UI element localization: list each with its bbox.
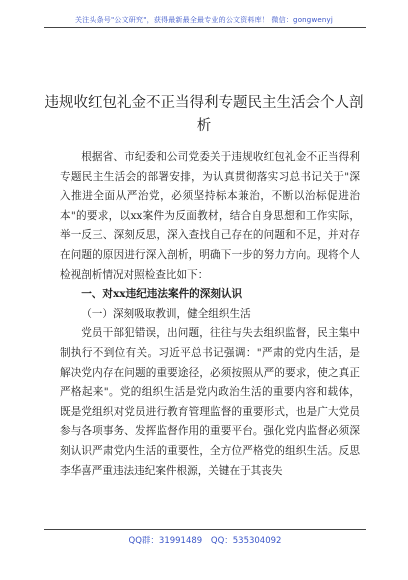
footer-contact	[44, 534, 366, 546]
section-heading: 一、对xx违纪违法案件的深刻认识	[81, 288, 243, 301]
footer-divider	[44, 529, 366, 530]
document-title: 违规收红包礼金不正当得利专题民主生活会个人剖析	[44, 95, 364, 134]
body-paragraph: 党员干部犯错误，出问题，往往与失去组织监督，民主集中制执行不到位有关。习近平总书记强调："严肃的党内生活，是解决党内存在问题的重要途径，必须按照从严的要求，使之真正严格起来"。党的组织生活是党内政治生活的重要内容和载体，既是党组织对党员进行教育管理监督的重要形式，也是广大党员参与各项事务、发挥监督作用的重要平台。强化党内监督必须深刻认识严肃党内生活的重要性，全方位严格党的组织生活。反思李华喜严重违法违纪案件根源，关键在于其丧失	[60, 327, 360, 477]
header-divider	[44, 27, 366, 28]
header-banner: 关注头条号"公文研究"，获得最新最全最专业的公文资料库！ 微信：gongwenyj	[74, 16, 334, 24]
subsection-heading: （一）深刻吸取教训，健全组织生活	[81, 307, 251, 320]
footer-qq-group: QQ群：31991489	[128, 536, 203, 546]
intro-paragraph: 根据省、市纪委和公司党委关于违规收红包礼金不正当得利专题民主生活会的部署安排，为认真贯彻落实习总书记关于"深入推进全面从严治党，必须坚持标本兼治，不断以治标促进治本"的要求，以xx案件为反面教材，结合自身思想和工作实际，举一反三、深刻反思，深入查找自己存在的问题和不足，并对存在问题的原因进行深入剖析，明确下一步的努力方向。现将个人检视剖析情况对照检查比如下：	[60, 151, 360, 281]
footer-qq: QQ：535304092	[210, 536, 282, 546]
document-body	[60, 148, 360, 481]
